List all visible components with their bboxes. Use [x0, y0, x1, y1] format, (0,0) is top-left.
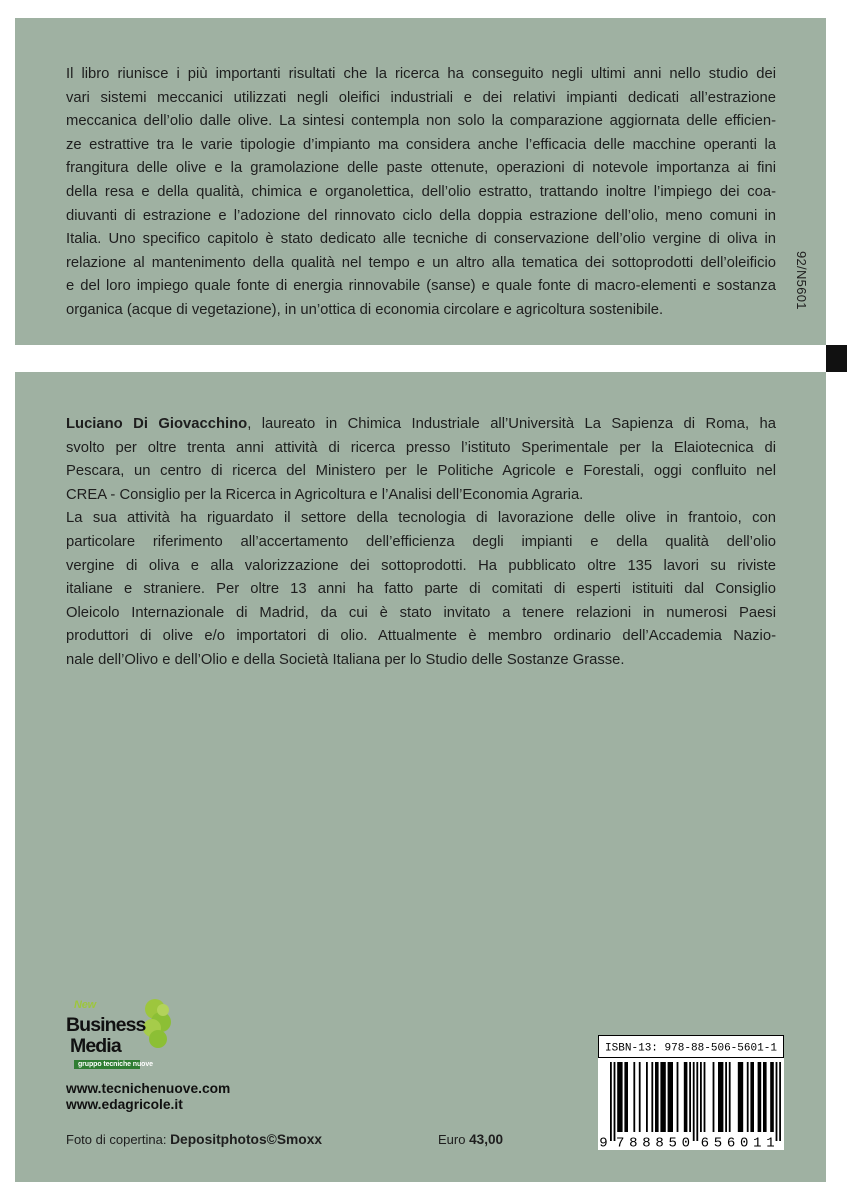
barcode-bar — [693, 1062, 695, 1141]
barcode-lead-digit: 9 — [599, 1135, 608, 1150]
website-link: www.edagricole.it — [66, 1097, 183, 1112]
barcode-bar — [776, 1062, 778, 1141]
barcode-bar — [718, 1062, 723, 1132]
logo-media-text: Media — [70, 1035, 121, 1057]
text-line: e del loro impiego quale fonte di energia rinnovabile (sanse) e quale fonte di macro-elementi e sostanza — [66, 278, 776, 295]
author-name: Luciano Di Giovacchino — [66, 416, 248, 432]
barcode-left-digits: 788850 — [616, 1135, 690, 1150]
text-line: vari sistemi meccanici utilizzati negli oleifici industriali e dei relativi impianti dedicati all’estrazione — [66, 89, 776, 106]
text-line: organica (acque di vegetazione), in un’ottica di economia circolare e agricoltura sostenibile. — [66, 301, 664, 318]
text-line: La sua attività ha riguardato il settore della tecnologia di lavorazione delle olive in frantoio, con — [66, 510, 776, 527]
barcode-right-digits: 656011 — [700, 1135, 775, 1150]
text-fragment: , laureato in Chimica Industriale all’Università La Sapienza di Roma, ha — [247, 416, 776, 432]
text-line: particolare riferimento all’accertamento dell’efficienza degli impianti e della qualità dell’olio — [66, 533, 776, 550]
publisher-logo — [62, 996, 174, 1076]
spine-code: 92/N5601 — [794, 251, 809, 310]
barcode-bar — [614, 1062, 616, 1141]
barcode-bar — [770, 1062, 774, 1132]
text-line: produttori di olive e/o importatori di olio. Attualmente è membro ordinario dell’Accademia Nazio- — [66, 628, 776, 645]
barcode-bar — [684, 1062, 688, 1132]
text-line — [66, 413, 776, 437]
text-line: Italia. Uno specifico capitolo è stato dedicato alle tecniche di conservazione dell’olio vergine di oliva in — [66, 231, 776, 248]
synopsis-text — [66, 63, 776, 323]
text-line: relazione al mantenimento della qualità nel tempo e un altro alla tematica dei sottoprodotti dell’oleificio — [66, 254, 776, 271]
barcode-bar — [725, 1062, 727, 1132]
logo-business-text: Business — [66, 1014, 146, 1036]
photo-credit-label: Foto di copertina: — [66, 1132, 167, 1147]
text-line: italiane e straniere. Per oltre 13 anni ha fatto parte di comitati di esperti istituiti dal Consiglio — [66, 581, 776, 598]
text-line: Il libro riunisce i più importanti risultati che la ricerca ha conseguito negli ultimi anni nello studio dei — [66, 66, 776, 82]
barcode-bar — [779, 1062, 781, 1141]
text-line: CREA - Consiglio per la Ricerca in Agricoltura e l’Analisi dell’Economia Agraria. — [66, 486, 584, 503]
barcode-bar — [633, 1062, 635, 1132]
barcode-bar — [660, 1062, 665, 1132]
logo-group-text: gruppo tecniche nuove — [78, 1060, 153, 1068]
barcode-bar — [758, 1062, 762, 1132]
barcode-bar — [704, 1062, 706, 1132]
text-line: nale dell’Olivo e dell’Olio e della Società Italiana per lo Studio delle Sostanze Grasse. — [66, 651, 625, 668]
barcode-bar — [689, 1062, 691, 1132]
text-line: Pescara, un centro di ricerca del Ministero per le Politiche Agricole e Forestali, oggi confluito nel — [66, 463, 776, 480]
price-amount: 43,00 — [469, 1132, 504, 1147]
barcode-bar — [763, 1062, 767, 1132]
barcode-bar — [747, 1062, 749, 1132]
barcode-bar — [700, 1062, 702, 1132]
barcode-bar — [639, 1062, 641, 1132]
barcode-bar — [729, 1062, 731, 1132]
text-line: ze estrattive tra le varie tipologie d’impianto ma considera anche l’efficacia delle macchine operanti la — [66, 136, 776, 153]
spine-marker — [826, 345, 847, 372]
barcode-bar — [624, 1062, 628, 1132]
isbn-barcode — [598, 1035, 784, 1150]
text-line: svolto per oltre trenta anni attività di ricerca presso l’istituto Sperimentale per la Elaiotecnica di — [66, 439, 776, 456]
photo-credit — [66, 1132, 322, 1147]
barcode-bar — [738, 1062, 743, 1132]
text-line: diuvanti di estrazione e l’adozione del rinnovato ciclo della doppia estrazione dell’olio, meno comuni in — [66, 207, 776, 224]
barcode-bar — [655, 1062, 659, 1132]
barcode-bar — [713, 1062, 715, 1132]
author-bio — [66, 413, 776, 673]
text-line: meccanica dell’olio dalle olive. La sintesi contempla non solo la comparazione aggiornata delle efficien- — [66, 113, 776, 130]
barcode-bar — [610, 1062, 612, 1141]
text-line: Oleicolo Internazionale di Madrid, da cui è stato invitato a tenere relazioni in numerosi Paesi — [66, 604, 776, 621]
text-line: frangitura delle olive e la gramolazione delle paste ottenute, operazioni di notevole importanza ai fini — [66, 160, 776, 177]
isbn-label: ISBN-13: 978-88-506-5601-1 — [605, 1042, 777, 1055]
website-link: www.tecnichenuove.com — [66, 1081, 231, 1096]
barcode-bar — [750, 1062, 754, 1132]
price-label: Euro — [438, 1132, 466, 1147]
barcode-bar — [696, 1062, 698, 1141]
text-line: della resa e della qualità, chimica e organolettica, dell’olio estratto, trattando inoltre l’impiego dei coa- — [66, 183, 776, 200]
barcode-bar — [677, 1062, 679, 1132]
barcode-bar — [646, 1062, 648, 1132]
price — [438, 1132, 503, 1147]
text-line: vergine di oliva e alla valorizzazione dei sottoprodotti. Ha pubblicato oltre 135 lavori su riviste — [66, 557, 776, 574]
logo-new-text: New — [74, 999, 97, 1011]
barcode-bar — [651, 1062, 653, 1132]
barcode-bar — [617, 1062, 622, 1132]
barcode-bar — [668, 1062, 673, 1132]
photo-credit-source: Depositphotos©Smoxx — [170, 1132, 323, 1147]
